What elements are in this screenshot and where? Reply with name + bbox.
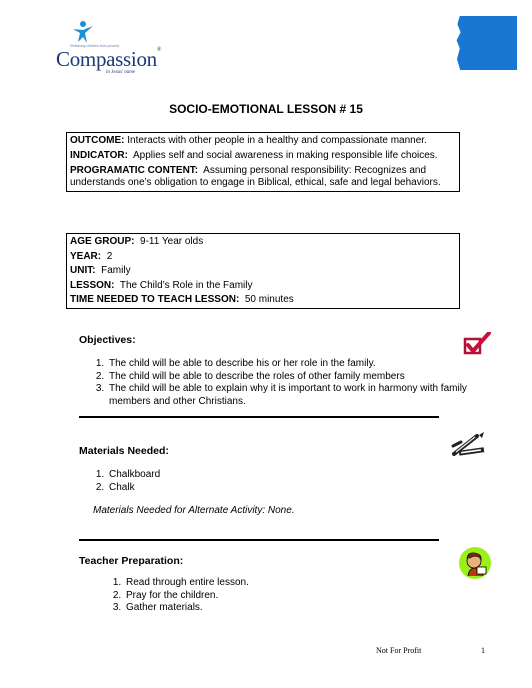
list-item: 3. Gather materials. — [124, 602, 424, 615]
pencil-crayon-icon — [451, 432, 487, 458]
time-row: TIME NEEDED TO TEACH LESSON: 50 minutes — [70, 294, 294, 305]
logo-tagline: Releasing children from poverty — [70, 44, 120, 48]
objectives-list — [79, 358, 467, 408]
content-row: PROGRAMATIC CONTENT: Assuming personal responsibility: Recognizes and understands one’s obligation to engage in Biblical, ethical, safe and legal behaviors. — [70, 165, 441, 188]
list-item: 1. Chalkboard — [107, 469, 407, 482]
objectives-heading: Objectives: — [79, 334, 136, 346]
compassion-logo — [56, 20, 168, 75]
lesson-row: LESSON: The Child’s Role in the Family — [70, 279, 253, 291]
footer-note: Not For Profit — [376, 646, 422, 655]
lesson-info-box — [66, 233, 460, 309]
indicator-row: INDICATOR: Applies self and social awareness in making responsible life choices. — [70, 150, 438, 161]
outcome-row: OUTCOME: Interacts with other people in a healthy and compassionate manner. — [70, 135, 427, 146]
logo-subtitle: in Jesus' name — [106, 70, 136, 75]
teacher-icon — [458, 546, 492, 580]
materials-heading: Materials Needed: — [79, 445, 169, 457]
list-item: 1. The child will be able to describe his or her role in the family. — [107, 358, 467, 371]
unit-row: UNIT: Family — [70, 265, 131, 276]
list-item: 2. Chalk — [107, 482, 407, 495]
list-item: 3. The child will be able to explain why it is important to work in harmony with family members and other Christians. — [107, 383, 467, 408]
logo-wordmark: Compassion® — [56, 47, 162, 71]
page-title: SOCIO-EMOTIONAL LESSON # 15 — [169, 102, 363, 116]
checkmark-box-icon — [463, 332, 491, 356]
alternate-materials-note: Materials Needed for Alternate Activity: None. — [93, 505, 295, 516]
preparation-list — [96, 577, 424, 615]
materials-list — [79, 469, 407, 494]
preparation-heading: Teacher Preparation: — [79, 555, 184, 567]
year-row: YEAR: 2 — [70, 250, 113, 262]
blue-corner-graphic — [455, 16, 517, 70]
page-number: 1 — [481, 646, 485, 655]
outcome-box — [66, 132, 460, 192]
section-divider — [79, 539, 439, 541]
list-item: 1. Read through entire lesson. — [124, 577, 424, 590]
list-item: 2. The child will be able to describe the roles of other family members — [107, 371, 467, 384]
section-divider — [79, 416, 439, 418]
list-item: 2. Pray for the children. — [124, 590, 424, 603]
age-group-row: AGE GROUP: 9-11 Year olds — [70, 236, 204, 247]
person-logo-icon — [72, 20, 94, 44]
